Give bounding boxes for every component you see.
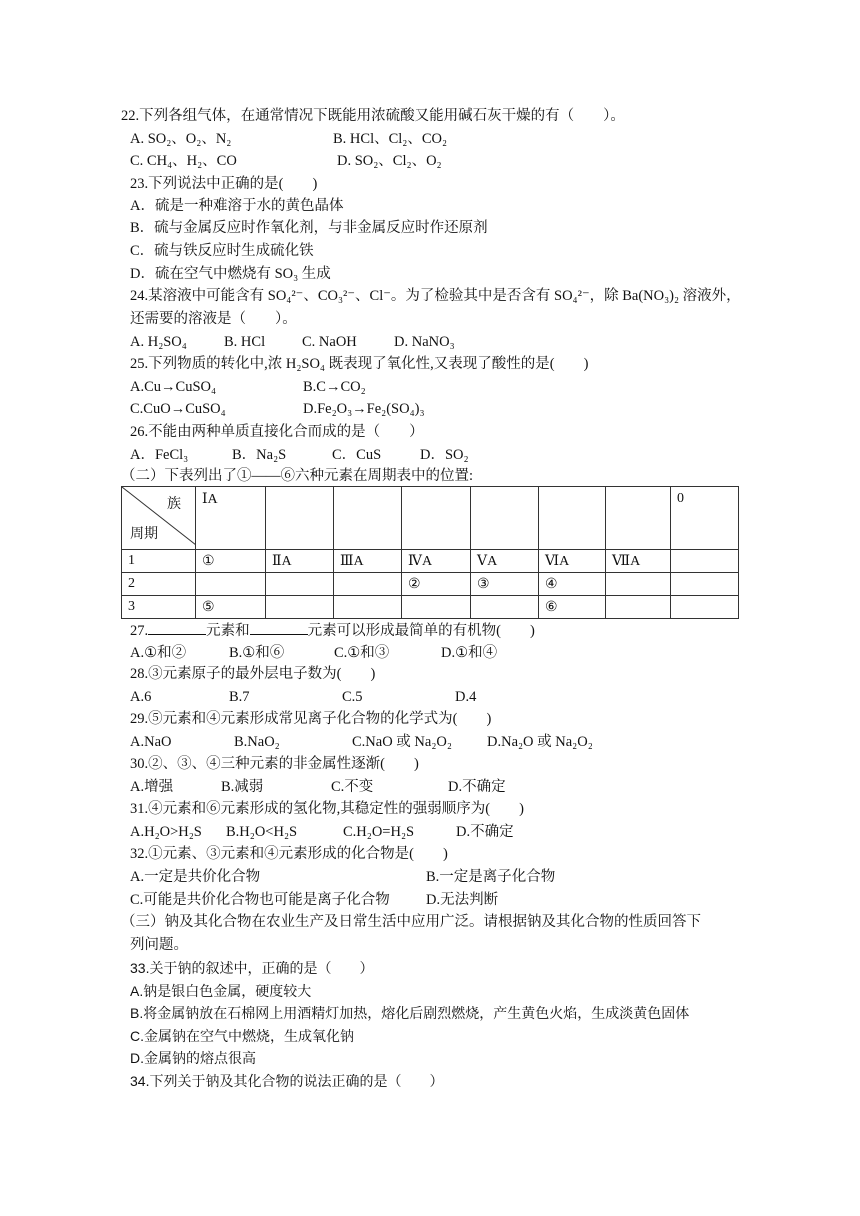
table-cell [402,596,471,619]
question-28-option-c: C.5 [342,689,363,705]
question-23-option-a: A．硫是一种难溶于水的黄色晶体 [130,198,344,214]
question-33-option-a: A.钠是银白色金属，硬度较大 [130,983,312,999]
table-cell [671,596,739,619]
question-30-option-c: C.不变 [331,779,374,795]
question-31-option-d: D.不确定 [456,824,514,840]
section-3-intro-line1: （三）钠及其化合物在农业生产及日常生活中应用广泛。请根据钠及其化合物的性质回答下 [121,914,701,930]
question-26-stem: 26.不能由两种单质直接化合而成的是（ ） [130,424,424,440]
table-header-row [122,487,739,550]
section-2-intro: （二）下表列出了①——⑥六种元素在周期表中的位置: [121,468,474,484]
question-32-option-d: D.无法判断 [426,892,499,908]
table-cell: ④ [539,573,606,596]
question-33-option-c: C.金属钠在空气中燃烧，生成氧化钠 [130,1028,354,1044]
question-25-option-b: B.C→CO₂ [303,379,366,395]
question-22-option-c: C. CH₄、H₂、CO [130,153,237,169]
question-23-option-c: C．硫与铁反应时生成硫化铁 [130,243,314,259]
question-33-stem: 33.关于钠的叙述中，正确的是（ ） [130,960,374,976]
question-34-stem: 34.下列关于钠及其化合物的说法正确的是（ ） [130,1073,444,1089]
table-row [122,596,739,619]
table-cell: 1 [122,550,196,573]
question-22-option-a: A. SO₂、O₂、N₂ [130,131,232,147]
question-29-stem: 29.⑤元素和④元素形成常见离子化合物的化学式为( ) [130,711,492,727]
question-22-option-b: B. HCl、Cl₂、CO₂ [333,131,448,147]
question-31-option-c: C.H₂O=H₂S [343,824,415,840]
periodic-table [121,486,739,619]
table-cell: ⅣA [402,550,471,573]
table-cell [266,573,334,596]
question-27-number: 27. [130,623,149,639]
question-24-stem-line2: 还需要的溶液是（ ）。 [130,311,297,327]
question-30-option-b: B.减弱 [221,779,264,795]
table-header-cell [471,487,539,550]
table-cell [606,596,671,619]
question-31-stem: 31.④元素和⑥元素形成的氢化物,其稳定性的强弱顺序为( ) [130,801,524,817]
question-28-stem: 28.③元素原子的最外层电子数为( ) [130,666,376,682]
table-cell: ⅤA [471,550,539,573]
question-27-option-b: B.①和⑥ [229,645,285,661]
table-cell: ⅥA [539,550,606,573]
table-cell: ⑤ [196,596,266,619]
table-cell [196,573,266,596]
question-25-option-d: D.Fe₂O₃→Fe₂(SO₄)₃ [303,401,425,417]
corner-group-label: 族 [167,497,181,512]
table-row [122,550,739,573]
question-23-stem: 23.下列说法中正确的是( ) [130,176,318,192]
table-header-cell [606,487,671,550]
table-header-cell: ⅠA [196,487,266,550]
question-27-option-c: C.①和③ [334,645,390,661]
question-25-option-a: A.Cu→CuSO₄ [130,379,217,395]
question-23-option-d: D．硫在空气中燃烧有 SO₃ 生成 [130,266,331,282]
table-header-cell [402,487,471,550]
question-32-option-b: B.一定是离子化合物 [426,869,556,885]
question-27-text-end: 元素可以形成最简单的有机物( ) [307,623,535,639]
table-header-cell [539,487,606,550]
question-23-option-b: B．硫与金属反应时作氧化剂，与非金属反应时作还原剂 [130,220,488,236]
table-cell: ⅢA [334,550,402,573]
table-cell: ① [196,550,266,573]
table-cell [471,596,539,619]
question-33-option-b: B.将金属钠放在石棉网上用酒精灯加热，熔化后剧烈燃烧，产生黄色火焰，生成淡黄色固体 [130,1005,690,1021]
question-32-option-c: C.可能是共价化合物也可能是离子化合物 [130,892,390,908]
question-24-option-a: A. H₂SO₄ [130,334,187,350]
question-29-option-b: B.NaO₂ [234,734,280,750]
question-33-option-d: D.金属钠的熔点很高 [130,1050,256,1066]
question-27-option-a: A.①和② [130,645,187,661]
table-cell: ⅦA [606,550,671,573]
question-26-option-c: C．CuS [332,447,382,463]
table-cell [266,596,334,619]
table-cell: ③ [471,573,539,596]
question-27-option-d: D.①和④ [441,645,498,661]
question-22-option-d: D. SO₂、Cl₂、O₂ [337,153,442,169]
table-cell [671,550,739,573]
question-28-option-b: B.7 [229,689,250,705]
question-24-option-b: B. HCl [224,334,266,350]
section-3-intro-line2: 列问题。 [130,937,188,953]
table-corner-cell [122,487,196,550]
question-24-stem-line1: 24.某溶液中可能含有 SO₄²⁻、CO₃²⁻、Cl⁻。为了检验其中是否含有 SO₄²⁻，除 Ba(NO₃)₂ 溶液外， [130,288,741,304]
table-cell [334,596,402,619]
question-26-option-d: D．SO₂ [420,447,469,463]
question-28-option-d: D.4 [455,689,477,705]
answer-blank[interactable] [250,620,308,635]
question-26-option-b: B．Na₂S [232,447,287,463]
question-28-option-a: A.6 [130,689,152,705]
question-31-option-a: A.H₂O>H₂S [130,824,202,840]
table-cell [334,573,402,596]
question-24-option-c: C. NaOH [302,334,357,350]
table-header-cell: 0 [671,487,739,550]
question-30-stem: 30.②、③、④三种元素的非金属性逐渐( ) [130,756,419,772]
question-27-text-mid: 元素和 [206,623,250,639]
question-29-option-a: A.NaO [130,734,172,750]
table-cell: ⑥ [539,596,606,619]
question-31-option-b: B.H₂O<H₂S [226,824,298,840]
question-27-stem [130,620,535,640]
question-25-stem: 25.下列物质的转化中,浓 H₂SO₄ 既表现了氧化性,又表现了酸性的是( ) [130,356,589,372]
question-24-option-d: D. NaNO₃ [394,334,455,350]
answer-blank[interactable] [148,620,206,635]
question-25-option-c: C.CuO→CuSO₄ [130,401,226,417]
question-29-option-d: D.Na₂O 或 Na₂O₂ [487,734,593,750]
question-30-option-d: D.不确定 [448,779,506,795]
question-30-option-a: A.增强 [130,779,174,795]
table-cell [671,573,739,596]
table-row [122,573,739,596]
question-29-option-c: C.NaO 或 Na₂O₂ [352,734,452,750]
question-26-option-a: A．FeCl₃ [130,447,189,463]
table-header-cell [334,487,402,550]
question-32-stem: 32.①元素、③元素和④元素形成的化合物是( ) [130,846,448,862]
table-cell: 2 [122,573,196,596]
table-cell: ⅡA [266,550,334,573]
corner-period-label: 周期 [130,527,158,542]
question-22-stem: 22.下列各组气体，在通常情况下既能用浓硫酸又能用碱石灰干燥的有（ ）。 [121,108,625,124]
table-header-cell [266,487,334,550]
table-cell: 3 [122,596,196,619]
question-32-option-a: A.一定是共价化合物 [130,869,261,885]
table-cell: ② [402,573,471,596]
table-cell [606,573,671,596]
